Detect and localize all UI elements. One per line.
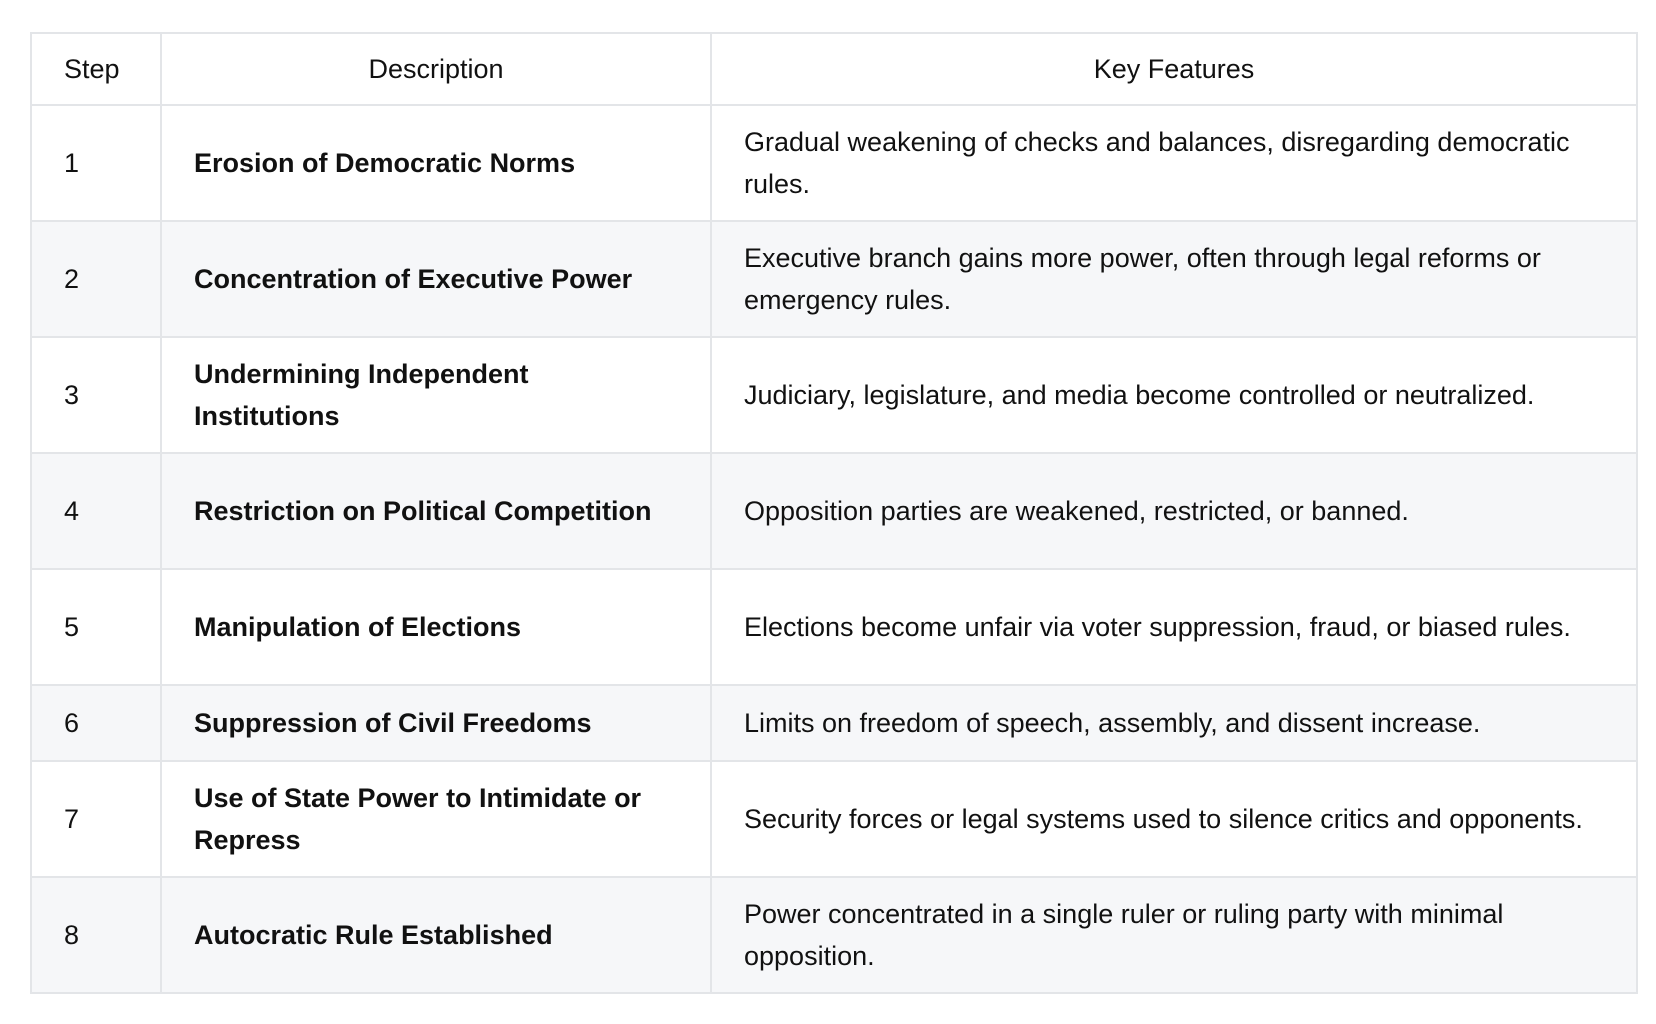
step-key-features: Judiciary, legislature, and media become controlled or neutralized.: [711, 337, 1637, 453]
step-number: 7: [31, 761, 161, 877]
step-description: Restriction on Political Competition: [161, 453, 711, 569]
step-key-features: Opposition parties are weakened, restricted, or banned.: [711, 453, 1637, 569]
step-description: Autocratic Rule Established: [161, 877, 711, 993]
header-row: [31, 33, 1637, 105]
table-row: [31, 877, 1637, 993]
step-key-features: Power concentrated in a single ruler or ruling party with minimal opposition.: [711, 877, 1637, 993]
steps-table-container: [30, 32, 1636, 994]
step-key-features: Gradual weakening of checks and balances, disregarding democratic rules.: [711, 105, 1637, 221]
step-key-features: Executive branch gains more power, often through legal reforms or emergency rules.: [711, 221, 1637, 337]
header-step: Step: [31, 33, 161, 105]
step-number: 5: [31, 569, 161, 685]
header-key-features: Key Features: [711, 33, 1637, 105]
table-row: [31, 337, 1637, 453]
step-number: 1: [31, 105, 161, 221]
step-key-features: Security forces or legal systems used to silence critics and opponents.: [711, 761, 1637, 877]
table-row: [31, 685, 1637, 761]
header-description: Description: [161, 33, 711, 105]
steps-table: [30, 32, 1638, 994]
step-description: Use of State Power to Intimidate or Repress: [161, 761, 711, 877]
step-number: 3: [31, 337, 161, 453]
step-description: Suppression of Civil Freedoms: [161, 685, 711, 761]
table-body: [31, 105, 1637, 993]
table-row: [31, 105, 1637, 221]
step-description: Undermining Independent Institutions: [161, 337, 711, 453]
table-row: [31, 569, 1637, 685]
step-description: Manipulation of Elections: [161, 569, 711, 685]
step-key-features: Elections become unfair via voter suppression, fraud, or biased rules.: [711, 569, 1637, 685]
step-number: 2: [31, 221, 161, 337]
table-row: [31, 221, 1637, 337]
table-header: [31, 33, 1637, 105]
table-row: [31, 761, 1637, 877]
step-description: Erosion of Democratic Norms: [161, 105, 711, 221]
step-number: 4: [31, 453, 161, 569]
step-number: 8: [31, 877, 161, 993]
step-description: Concentration of Executive Power: [161, 221, 711, 337]
step-key-features: Limits on freedom of speech, assembly, and dissent increase.: [711, 685, 1637, 761]
step-number: 6: [31, 685, 161, 761]
table-row: [31, 453, 1637, 569]
